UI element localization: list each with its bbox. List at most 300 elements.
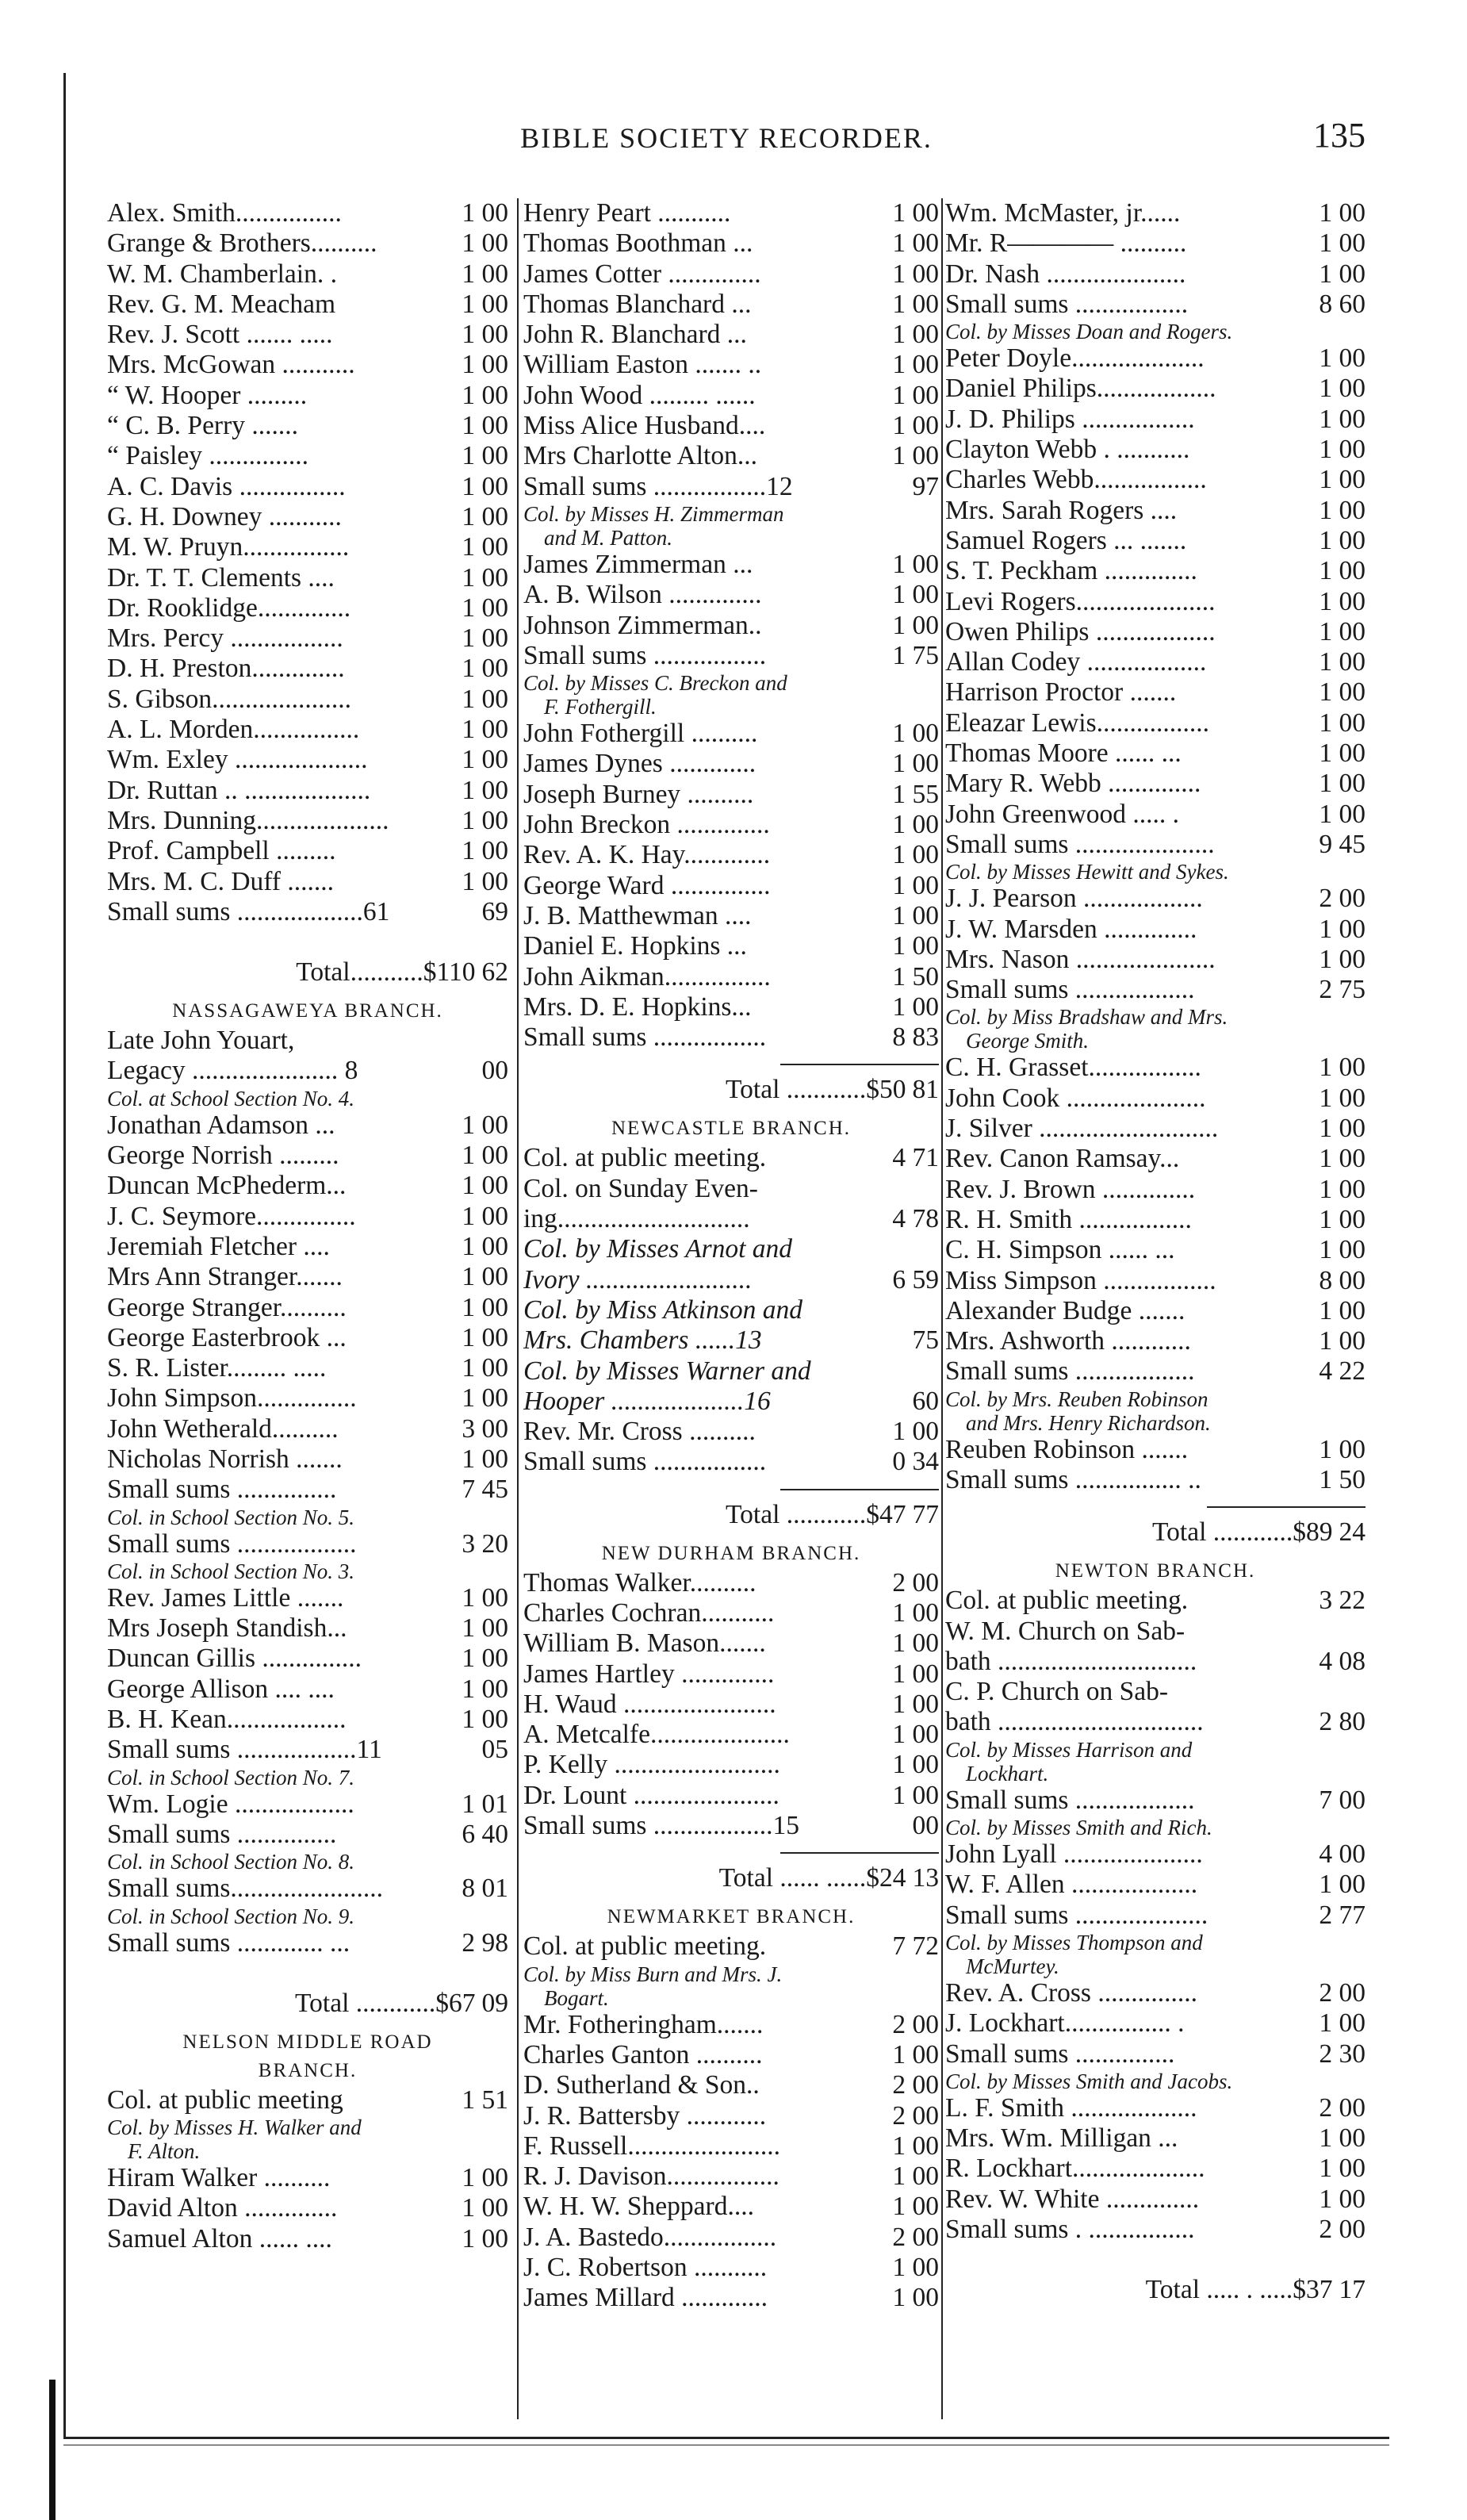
amount: 1 00 — [462, 866, 508, 896]
donor-name: D. H. Preston.............. — [107, 654, 345, 684]
ledger-row — [523, 2101, 939, 2131]
amount: 1 00 — [462, 1353, 508, 1383]
amount: 1 00 — [1319, 616, 1365, 646]
donor-name: Small sums ..................... — [945, 829, 1215, 859]
donor-name: John Cook ..................... — [945, 1083, 1206, 1113]
amount: 8 83 — [892, 1022, 939, 1053]
amount: 1 00 — [462, 684, 508, 714]
donor-name: Duncan Gillis ............... — [107, 1644, 362, 1674]
amount: 1 00 — [462, 350, 508, 380]
ledger-row — [945, 198, 1365, 228]
donor-name: J. J. Pearson .................. — [945, 884, 1203, 914]
donor-name: John Breckon .............. — [523, 810, 770, 840]
donor-name: Mrs. Sarah Rogers .... — [945, 495, 1178, 525]
collection-note — [945, 1411, 1365, 1435]
ledger-row — [107, 502, 508, 532]
amount: 1 00 — [892, 810, 939, 840]
donor-name: Mrs Ann Stranger....... — [107, 1262, 343, 1292]
ledger-row — [945, 2123, 1365, 2154]
ledger-row — [107, 897, 508, 927]
donor-name: John Simpson............... — [107, 1383, 357, 1413]
amount: 1 00 — [1319, 465, 1365, 495]
amount: 1 00 — [892, 198, 939, 228]
ledger-row — [107, 1613, 508, 1644]
donor-name: Charles Ganton .......... — [523, 2039, 763, 2069]
amount: 2 00 — [1319, 884, 1365, 914]
donor-name: W. M. Church on Sab- — [945, 1616, 1185, 1646]
ledger-row — [945, 2184, 1365, 2215]
ledger-row — [107, 685, 508, 715]
amount: 1 00 — [892, 870, 939, 900]
amount: 1 00 — [892, 749, 939, 779]
collection-note-text: Col. by Misses H. Walker and — [107, 2115, 362, 2140]
donor-name: Small sums .................. — [945, 975, 1195, 1005]
ledger-row — [945, 343, 1365, 374]
amount: 1 00 — [892, 1780, 939, 1810]
amount: 7 72 — [892, 1931, 939, 1962]
donor-name: Small sums .................... — [945, 1900, 1208, 1930]
amount: 1 00 — [462, 198, 508, 228]
donor-name: Small sums ................. — [523, 1022, 767, 1053]
collection-note-text: Col. by Misses Doan and Rogers. — [945, 320, 1233, 344]
ledger-row — [107, 1874, 508, 1904]
ledger-row — [523, 931, 939, 961]
ledger-row — [107, 593, 508, 623]
collection-note-text: Col. in School Section No. 5. — [107, 1505, 354, 1529]
collection-note — [945, 860, 1365, 884]
ledger-row — [523, 1447, 939, 1477]
ledger-row — [523, 441, 939, 471]
ledger-row — [945, 884, 1365, 914]
amount: 1 00 — [1319, 525, 1365, 555]
donor-name: Small sums ............... — [107, 1819, 337, 1849]
ledger-row — [523, 1022, 939, 1053]
ledger-row — [523, 2192, 939, 2222]
amount: 6 40 — [462, 1819, 508, 1849]
ledger-row — [945, 1235, 1365, 1265]
ledger-row — [107, 623, 508, 654]
amount: 1 00 — [462, 228, 508, 259]
ledger-row — [945, 1901, 1365, 1931]
amount: 1 00 — [892, 380, 939, 410]
spacer — [945, 2245, 1365, 2265]
ledger-row — [107, 806, 508, 836]
amount: 1 00 — [1319, 1235, 1365, 1265]
amount: 1 00 — [1319, 1174, 1365, 1204]
donor-name: Mrs. Wm. Milligan ... — [945, 2123, 1178, 2154]
collection-note-text: and M. Patton. — [544, 525, 672, 550]
amount: 2 77 — [1319, 1900, 1365, 1930]
amount: 1 00 — [1319, 2008, 1365, 2039]
donor-name: Hooper ....................16 — [523, 1386, 771, 1416]
amount: 1 00 — [1319, 374, 1365, 404]
amount: 1 00 — [1319, 1083, 1365, 1113]
amount: 1 00 — [462, 320, 508, 350]
amount: 1 00 — [892, 549, 939, 579]
collection-note — [107, 1087, 508, 1110]
branch-total — [107, 1979, 508, 2028]
ledger-row — [107, 1789, 508, 1820]
donor-name: George Easterbrook ... — [107, 1322, 347, 1352]
amount: 6 59 — [892, 1264, 939, 1295]
donor-name: D. Sutherland & Son.. — [523, 2070, 760, 2100]
amount: 1 00 — [462, 1613, 508, 1644]
donor-name: Small sums . ................ — [945, 2215, 1195, 2245]
donor-name: James Hartley .............. — [523, 1659, 775, 1689]
collection-note — [945, 1931, 1365, 1954]
ledger-row — [107, 1202, 508, 1232]
ledger-row — [107, 2085, 508, 2115]
amount: 2 00 — [892, 2222, 939, 2252]
donor-name: James Millard ............. — [523, 2283, 768, 2313]
ledger-row — [107, 1529, 508, 1559]
ledger-row — [523, 2253, 939, 2283]
ledger-row — [523, 1811, 939, 1841]
amount: 1 00 — [462, 836, 508, 866]
amount: 1 00 — [892, 228, 939, 259]
amount: 1 00 — [1319, 343, 1365, 374]
total-label: Total ............$47 — [726, 1499, 906, 1529]
amount: 13 — [912, 1863, 939, 1893]
donor-name: Mrs Joseph Standish... — [107, 1613, 347, 1644]
donor-name: A. L. Morden................ — [107, 715, 360, 745]
ledger-row — [945, 677, 1365, 708]
donor-name: Small sums .................. — [945, 1356, 1195, 1387]
ledger-row — [523, 1568, 939, 1598]
donor-name: Daniel E. Hopkins ... — [523, 931, 747, 961]
ledger-row — [107, 1674, 508, 1705]
donor-name: Small sums ...................61 — [107, 896, 390, 926]
amount: 1 00 — [892, 2283, 939, 2313]
donor-name: Jonathan Adamson ... — [107, 1110, 335, 1140]
ledger-row — [107, 1414, 508, 1444]
donor-name: Miss Simpson ................. — [945, 1265, 1216, 1295]
donor-name: C. P. Church on Sab- — [945, 1677, 1169, 1707]
donor-name: Samuel Alton ...... .... — [107, 2223, 332, 2253]
amount: 1 00 — [892, 719, 939, 749]
donor-name: Rev. A. K. Hay............. — [523, 840, 771, 870]
donor-name: Small sums ................. — [945, 289, 1189, 319]
amount: 1 00 — [462, 1383, 508, 1413]
donor-name: Col. at public meeting. — [523, 1931, 767, 1962]
ledger-row — [523, 1234, 939, 1264]
amount: 1 00 — [892, 2039, 939, 2069]
ledger-row — [523, 1143, 939, 1173]
amount: 1 00 — [1319, 1326, 1365, 1356]
ledger-row — [107, 1232, 508, 1262]
amount: 1 00 — [892, 931, 939, 961]
column-2 — [523, 198, 939, 2314]
donor-name: Wm. Logie .................. — [107, 1789, 354, 1819]
donor-name: John Lyall ..................... — [945, 1839, 1203, 1870]
amount: 1 51 — [462, 2085, 508, 2115]
branch-total — [107, 948, 508, 997]
ledger-row — [523, 2161, 939, 2192]
ledger-row — [945, 2215, 1365, 2245]
amount: 2 98 — [462, 1927, 508, 1958]
donor-name: J. C. Robertson ........... — [523, 2253, 768, 2283]
ledger-row — [523, 871, 939, 901]
donor-name: Wm. McMaster, jr...... — [945, 198, 1181, 228]
donor-name: Small sums ................. — [523, 640, 767, 670]
amount: 1 00 — [892, 1598, 939, 1628]
collection-note — [107, 1850, 508, 1874]
amount: 3 20 — [462, 1528, 508, 1559]
ledger-row — [107, 259, 508, 290]
amount: 1 00 — [892, 289, 939, 319]
donor-name: R. J. Davison................. — [523, 2161, 779, 2192]
donor-name: J. Silver ........................... — [945, 1114, 1219, 1144]
donor-name: Reuben Robinson ....... — [945, 1434, 1189, 1464]
donor-name: Col. by Misses Arnot and — [523, 1234, 793, 1264]
donor-name: Owen Philips .................. — [945, 616, 1216, 646]
amount: 2 80 — [1319, 1707, 1365, 1737]
donor-name: C. H. Grasset................. — [945, 1053, 1201, 1083]
ledger-row — [107, 228, 508, 259]
donor-name: Rev. W. White .............. — [945, 2184, 1200, 2214]
collection-note — [107, 2139, 508, 2163]
collection-note — [945, 320, 1365, 343]
ledger-row — [945, 1839, 1365, 1870]
amount: 1 00 — [892, 441, 939, 471]
donor-name: Small sums ................. — [523, 1447, 767, 1477]
ledger-row — [107, 2193, 508, 2223]
donor-name: F. Russell....................... — [523, 2131, 780, 2161]
donor-name: Mrs. D. E. Hopkins... — [523, 992, 752, 1022]
amount: 1 00 — [892, 1417, 939, 1447]
ledger-row — [107, 1026, 508, 1056]
ledger-row — [523, 840, 939, 870]
collection-note — [945, 1738, 1365, 1762]
donor-name: Small sums ............. ... — [107, 1927, 350, 1958]
amount: 1 00 — [462, 1262, 508, 1292]
amount: 1 00 — [1319, 259, 1365, 289]
donor-name: C. H. Simpson ...... ... — [945, 1235, 1175, 1265]
amount: 1 00 — [892, 1720, 939, 1750]
donor-name: R. H. Smith ................. — [945, 1204, 1192, 1234]
donor-name: Wm. Exley .................... — [107, 745, 368, 775]
column-1 — [107, 198, 508, 2254]
donor-name: John Wetherald.......... — [107, 1413, 339, 1444]
ledger-row — [523, 2010, 939, 2040]
collection-note-text: Col. by Misses H. Zimmerman — [523, 501, 784, 526]
total-label: Total ............$67 — [295, 1988, 476, 2018]
amount: 1 00 — [1319, 1434, 1365, 1464]
amount: 1 00 — [462, 1644, 508, 1674]
ledger-row — [523, 1174, 939, 1204]
ledger-row — [523, 780, 939, 810]
amount: 1 00 — [892, 610, 939, 640]
amount: 4 78 — [892, 1204, 939, 1234]
collection-note-text: F. Fothergill. — [544, 695, 657, 719]
ledger-row — [523, 611, 939, 641]
donor-name: H. Waud ....................... — [523, 1689, 776, 1719]
donor-name: Eleazar Lewis................. — [945, 708, 1210, 738]
amount: 1 00 — [462, 1231, 508, 1261]
branch-heading: NEWCASTLE BRANCH. — [611, 1118, 852, 1140]
amount: 2 00 — [892, 1567, 939, 1598]
donor-name: John Greenwood ..... . — [945, 799, 1179, 829]
donor-name: Mrs. Dunning.................... — [107, 805, 389, 835]
ledger-row — [107, 1383, 508, 1413]
ledger-row — [523, 810, 939, 840]
collection-note — [945, 2069, 1365, 2093]
ledger-row — [945, 405, 1365, 435]
ledger-row — [945, 800, 1365, 830]
amount: 00 — [481, 1056, 508, 1086]
amount: 1 00 — [462, 562, 508, 593]
collection-note-text: Bogart. — [544, 1985, 609, 2010]
donor-name: A. Metcalfe..................... — [523, 1720, 790, 1750]
amount: 69 — [481, 896, 508, 926]
ledger-row — [107, 776, 508, 806]
donor-name: Alexander Budge ....... — [945, 1295, 1185, 1325]
branch-total — [523, 1490, 939, 1540]
amount: 1 00 — [892, 2192, 939, 2222]
ledger-row — [107, 1475, 508, 1505]
donor-name: Col. on Sunday Even- — [523, 1173, 758, 1203]
column-divider — [941, 198, 943, 2419]
ledger-row — [107, 198, 508, 228]
amount: 1 00 — [892, 1659, 939, 1689]
collection-note-text: Col. in School Section No. 7. — [107, 1765, 354, 1789]
amount: 1 00 — [892, 2253, 939, 2283]
ledger-row — [945, 1465, 1365, 1495]
page-header — [63, 115, 1389, 163]
amount: 1 00 — [892, 320, 939, 350]
collection-note — [945, 1005, 1365, 1029]
donor-name: Col. at public meeting. — [945, 1586, 1189, 1616]
amount: 1 00 — [1319, 228, 1365, 259]
donor-name: Samuel Rogers ... ....... — [945, 525, 1187, 555]
ledger-row — [107, 1928, 508, 1958]
amount: 1 00 — [462, 1582, 508, 1613]
collection-note-text: McMurtey. — [966, 1954, 1059, 1978]
ledger-row — [107, 1644, 508, 1674]
donor-name: Rev. Mr. Cross .......... — [523, 1417, 756, 1447]
ledger-row — [107, 1141, 508, 1171]
donor-name: Mrs Charlotte Alton... — [523, 441, 757, 471]
donor-name: S. R. Lister......... ..... — [107, 1353, 327, 1383]
ledger-row — [945, 435, 1365, 465]
ledger-row — [523, 580, 939, 610]
amount: 1 50 — [1319, 1464, 1365, 1494]
donor-name: John Aikman................ — [523, 961, 771, 992]
ledger-row — [107, 381, 508, 411]
ledger-row — [107, 563, 508, 593]
amount: 75 — [912, 1325, 939, 1356]
donor-name: Grange & Brothers.......... — [107, 228, 377, 259]
amount: 1 00 — [462, 1110, 508, 1140]
ledger-row — [523, 1720, 939, 1750]
donor-name: Hiram Walker .......... — [107, 2163, 331, 2193]
donor-name: Thomas Moore ...... ... — [945, 738, 1182, 769]
donor-name: Miss Alice Husband.... — [523, 411, 766, 441]
ledger-row — [523, 1598, 939, 1628]
ledger-row — [107, 350, 508, 380]
donor-name: Joseph Burney .......... — [523, 779, 754, 809]
ledger-row — [523, 228, 939, 259]
amount: 1 00 — [1319, 677, 1365, 708]
donor-name: John Fothergill .......... — [523, 719, 758, 749]
amount: 1 00 — [892, 259, 939, 289]
amount: 3 00 — [462, 1413, 508, 1444]
ledger-row — [945, 1617, 1365, 1647]
amount: 81 — [912, 1075, 939, 1105]
amount: 1 00 — [1319, 647, 1365, 677]
collection-note — [523, 526, 939, 550]
amount: 60 — [912, 1386, 939, 1416]
donor-name: Thomas Blanchard ... — [523, 289, 752, 319]
donor-name: bath ............................... — [945, 1707, 1204, 1737]
donor-name: J. C. Seymore............... — [107, 1201, 356, 1231]
amount: 1 00 — [462, 2163, 508, 2193]
donor-name: L. F. Smith ................... — [945, 2092, 1197, 2123]
amount: 1 00 — [892, 2131, 939, 2161]
collection-note — [107, 2115, 508, 2139]
donor-name: J. B. Matthewman .... — [523, 900, 752, 930]
ledger-row — [945, 526, 1365, 556]
ledger-row — [107, 1820, 508, 1850]
ledger-row — [945, 496, 1365, 526]
donor-name: Mrs. M. C. Duff ....... — [107, 866, 335, 896]
ledger-row — [945, 769, 1365, 799]
ledger-row — [945, 1266, 1365, 1296]
ledger-row — [523, 259, 939, 290]
donor-name: Small sums .................. — [107, 1528, 357, 1559]
bottom-rule — [63, 2437, 1389, 2439]
ledger-row — [107, 290, 508, 320]
donor-name: Mrs. Nason ..................... — [945, 944, 1216, 974]
ledger-row — [523, 550, 939, 580]
ledger-row — [523, 2223, 939, 2253]
amount: 1 00 — [1319, 769, 1365, 799]
ledger-row — [523, 641, 939, 671]
amount: 1 00 — [892, 1689, 939, 1719]
amount: 7 00 — [1319, 1785, 1365, 1815]
ledger-row — [523, 1295, 939, 1325]
amount: 1 00 — [462, 501, 508, 531]
donor-name: Dr. Ruttan .. ................... — [107, 775, 371, 805]
amount: 1 55 — [892, 779, 939, 809]
amount: 1 00 — [1319, 1204, 1365, 1234]
donor-name: Rev. J. Brown .............. — [945, 1174, 1196, 1204]
donor-name: P. Kelly ......................... — [523, 1750, 780, 1780]
ledger-row — [945, 1356, 1365, 1387]
ledger-row — [945, 1326, 1365, 1356]
collection-note-text: Col. by Misses Smith and Jacobs. — [945, 2069, 1233, 2093]
donor-name: M. W. Pruyn................ — [107, 532, 350, 562]
ledger-row — [107, 472, 508, 502]
donor-name: bath .............................. — [945, 1646, 1197, 1676]
amount: 1 00 — [892, 2161, 939, 2192]
ledger-row — [107, 1353, 508, 1383]
ledger-row — [523, 290, 939, 320]
ledger-row — [107, 1262, 508, 1292]
spacer — [107, 1958, 508, 1979]
ledger-row — [107, 1293, 508, 1323]
amount: 1 00 — [892, 580, 939, 610]
amount: 1 00 — [462, 532, 508, 562]
ledger-row — [523, 2040, 939, 2070]
amount: 2 00 — [1319, 2215, 1365, 2245]
amount: 1 00 — [462, 471, 508, 501]
donor-name: Mary R. Webb .............. — [945, 769, 1201, 799]
donor-name: Mrs. Chambers ......13 — [523, 1325, 762, 1356]
donor-name: Col. by Miss Atkinson and — [523, 1295, 803, 1325]
donor-name: Mrs. Percy ................. — [107, 623, 343, 654]
donor-name: Charles Cochran........... — [523, 1598, 775, 1628]
